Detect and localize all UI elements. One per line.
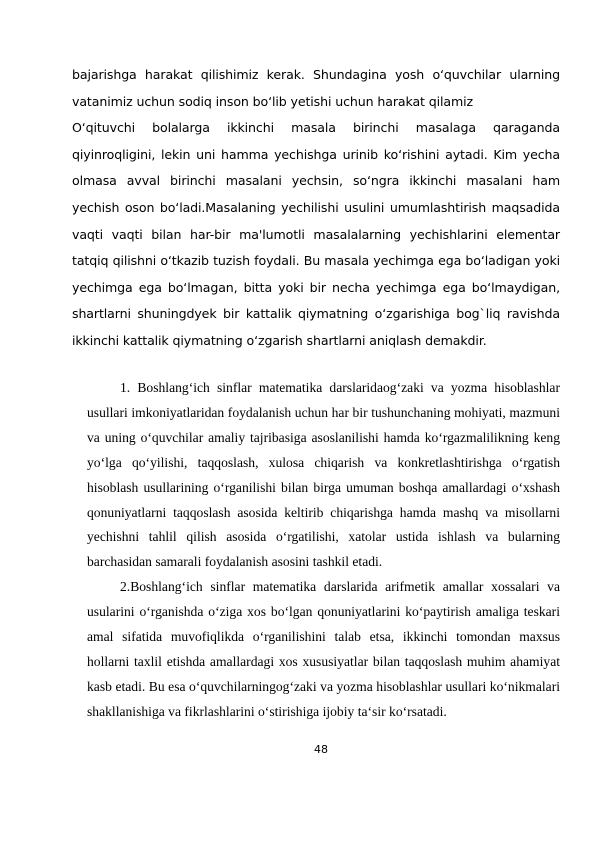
page-number: 48 — [314, 743, 328, 756]
numbered-paragraph-2: 2.Boshlang‘ich sinflar matematika darslarida arifmetik amallar xossalari va usularini o‘rganishda o‘ziga xos bo‘lgan qonuniyatlarini ko‘paytirish amaliga teskari amal sifatida muvofiqlikda o‘rganilishini talab etsa, ikkinchi tomondan maxsus hollarni taxlil etishda amallardagi xos xususiyatlar bilan taqqoslash muhim ahamiyat kasb etadi. Bu esa o‘quvchilarningog‘zaki va yozma hisoblashlar usullari ko‘nikmalari shakllanishiga va fikrlashlarini o‘stirishiga ijobiy ta‘sir ko‘rsatadi. — [87, 579, 560, 719]
paragraph-teacher: O‘qituvchi bolalarga ikkinchi masala birinchi masalaga qaraganda qiyinroqligini, lekin uni hamma yechishga urinib ko‘rishini aytadi. Kim yecha olmasa avval birinchi masalani yechsin, so‘ngra ikkinchi masalani ham yechish oson bo‘ladi.Masalaning yechilishi usulini umumlashtirish maqsadida vaqti vaqti bilan har-bir ma'lumotli masalalarning yechishlarini elementar tatqiq qilishni o‘tkazib tuzish foydali. Bu masala yechimga ega bo‘ladigan yoki yechimga ega bo‘lmagan, bitta yoki bir necha yechimga ega bo‘lmaydigan, shartlarni shuningdyek bir kattalik qiymatning o‘zgarishiga bog`liq ravishda ikkinchi kattalik qiymatning o‘zgarish shartlarni aniqlash demakdir. — [72, 120, 560, 348]
body-text-sans — [72, 62, 560, 355]
numbered-paragraph-1: 1. Boshlang‘ich sinflar matematika darslaridaog‘zaki va yozma hisoblashlar usullari imkoniyatlaridan foydalanish uchun har bir tushunchaning mohiyati, mazmuni va uning o‘quvchilar amaliy tajribasiga asoslanilishi hamda ko‘rgazmalilikning keng yo‘lga qo‘yilishi, taqqoslash, xulosa chiqarish va konkretlashtirishga o‘rgatish hisoblash usullarining o‘rganilishi bilan birga umuman boshqa amallardagi o‘xshash qonuniyatlarni taqqoslash asosida keltirib chiqarishga hamda mashq va misollarni yechishni tahlil qilish asosida o‘rgatilishi, xatolar ustida ishlash va bularning barchasidan samarali foydalanish asosini tashkil etadi. — [87, 380, 560, 570]
body-text-serif — [87, 376, 560, 725]
paragraph-intro: bajarishga harakat qilishimiz kerak. Shundagina yosh o‘quvchilar ularning vatanimiz uchun sodiq inson bo‘lib yetishi uchun harakat qilamiz — [72, 67, 560, 109]
